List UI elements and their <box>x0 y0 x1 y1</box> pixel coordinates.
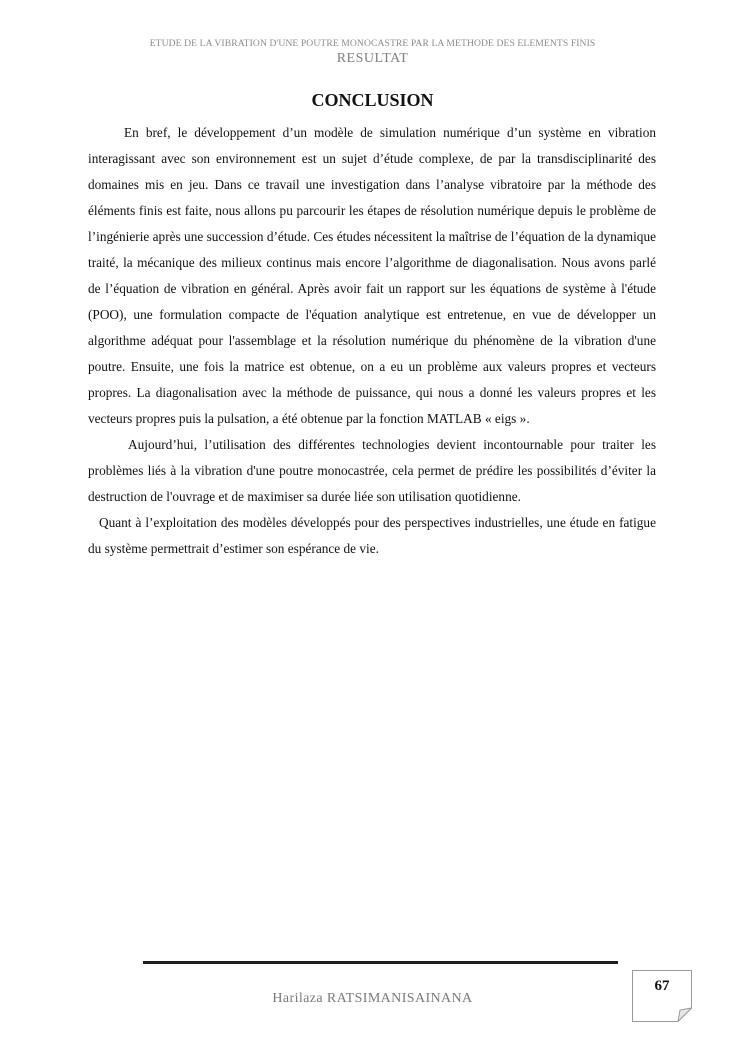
footer-rule <box>143 961 618 964</box>
body-text <box>88 120 656 562</box>
page-number: 67 <box>654 978 670 994</box>
paragraph-2: Aujourd’hui, l’utilisation des différentes technologies devient incontournable pour traiter les problèmes liés à la vibration d'une poutre monocastrée, cela permet de prédire les possibilités d’éviter la destruction de l'ouvrage et de maximiser sa durée liée son utilisation quotidienne. <box>88 437 656 504</box>
paragraph-3: Quant à l’exploitation des modèles développés pour des perspectives industrielles, une étude en fatigue du système permettrait d’estimer son espérance de vie. <box>88 515 656 556</box>
footer-author: Harilaza RATSIMANISAINANA <box>272 991 473 1006</box>
page-number-box <box>632 970 692 1022</box>
paragraph-1: En bref, le développement d’un modèle de simulation numérique d’un système en vibration interagissant avec son environnement est un sujet d’étude complexe, de par la transdisciplinarité des domaines mis en jeu. Dans ce travail une investigation dans l’analyse vibratoire par la méthode des éléments finis est faite, nous allons pu parcourir les étapes de résolution numérique depuis le problème de l’ingénierie après une succession d’étude. Ces études nécessitent la maîtrise de l’équation de la dynamique traité, la mécanique des milieux continus mais encore l’algorithme de diagonalisation. Nous avons parlé de l’équation de vibration en général. Après avoir fait un rapport sur les équations de système à l'étude (POO), une formulation compacte de l'équation analytique est entretenue, en vue de développer un algorithme adéquat pour l'assemblage et la résolution numérique du phénomène de la vibration d'une poutre. Ensuite, une fois la matrice est obtenue, on a eu un problème aux valeurs propres et vecteurs propres. La diagonalisation avec la méthode de puissance, qui nous a donné les valeurs propres et les vecteurs propres puis la pulsation, a été obtenue par la fonction MATLAB « eigs ». <box>88 125 656 426</box>
running-header: ETUDE DE LA VIBRATION D'UNE POUTRE MONOCASTRE PAR LA METHODE DES ELEMENTS FINIS <box>149 38 596 49</box>
page-title: CONCLUSION <box>311 90 434 110</box>
section-header: RESULTAT <box>336 51 409 66</box>
